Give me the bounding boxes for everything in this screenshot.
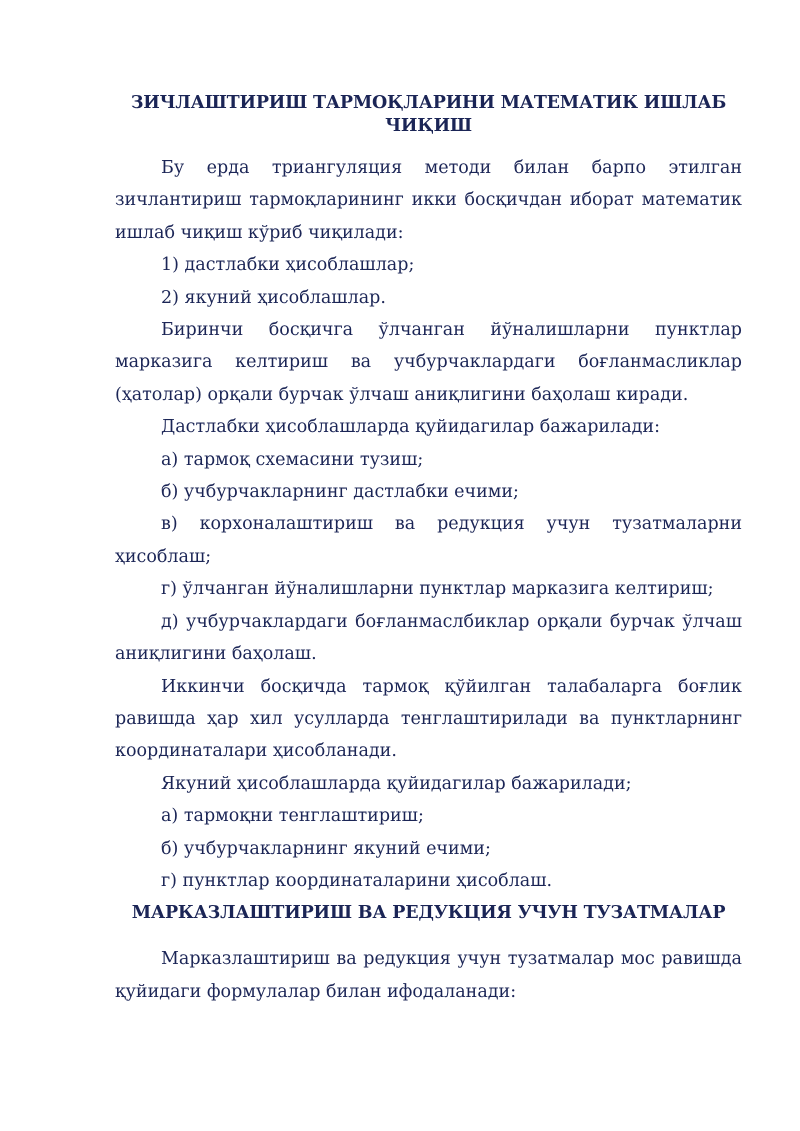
document-page	[115, 92, 742, 1008]
paragraph-first-stage: Биринчи босқичга ўлчанган йўналишларни пунктлар марказига келтириш ва учбурчаклардаги боғланмасликлар (ҳатолар) орқали бурчак ўлчаш аниқлигини баҳолаш киради.	[115, 320, 742, 405]
paragraph-final: Якуний ҳисоблашларда қуйидагилар бажарилади;	[161, 773, 632, 794]
list-item: б) учбурчакларнинг дастлабки ечими;	[161, 482, 519, 503]
list-item: г) пунктлар координаталарини ҳисоблаш.	[161, 870, 553, 891]
paragraph-intro: Бу ерда триангуляция методи билан барпо этилган зичлантириш тармоқларининг икки босқичдан иборат математик ишлаб чиқиш кўриб чиқилади:	[115, 158, 742, 243]
list-item: 2) якуний ҳисоблашлар.	[161, 287, 386, 308]
list-item: 1) дастлабки ҳисоблашлар;	[161, 255, 415, 276]
section-heading-2: МАРКАЗЛАШТИРИШ ВА РЕДУКЦИЯ УЧУН ТУЗАТМАЛАР	[131, 903, 726, 924]
list-item: г) ўлчанган йўналишларни пунктлар марказига келтириш;	[161, 579, 714, 600]
list-item: а) тармоқ схемасини тузиш;	[161, 449, 424, 470]
list-item: а) тармоқни тенглаштириш;	[161, 806, 424, 827]
section-heading-1: ЗИЧЛАШТИРИШ ТАРМОҚЛАРИНИ МАТЕМАТИК ИШЛАБ ЧИҚИШ	[130, 93, 727, 136]
paragraph-preliminary: Дастлабки ҳисоблашларда қуйидагилар бажарилади:	[161, 417, 660, 438]
paragraph-second-stage: Иккинчи босқичда тармоқ қўйилган талабаларга боғлик равишда ҳар хил усулларда тенглаштирилади ва пунктларнинг координаталари ҳисобланади.	[115, 676, 742, 762]
list-item-wrapped: в) корхоналаштириш ва редукция учун тузатмаларни ҳисоблаш;	[115, 514, 742, 567]
list-item-wrapped: д) учбурчаклардаги боғланмаслбиклар орқали бурчак ўлчаш аниқлигини баҳолаш.	[115, 611, 742, 665]
paragraph-formulas: Марказлаштириш ва редукция учун тузатмалар мос равишда қуйидаги формулалар билан ифодаланади:	[115, 949, 742, 1002]
list-item: б) учбурчакларнинг якуний ечими;	[161, 838, 491, 859]
